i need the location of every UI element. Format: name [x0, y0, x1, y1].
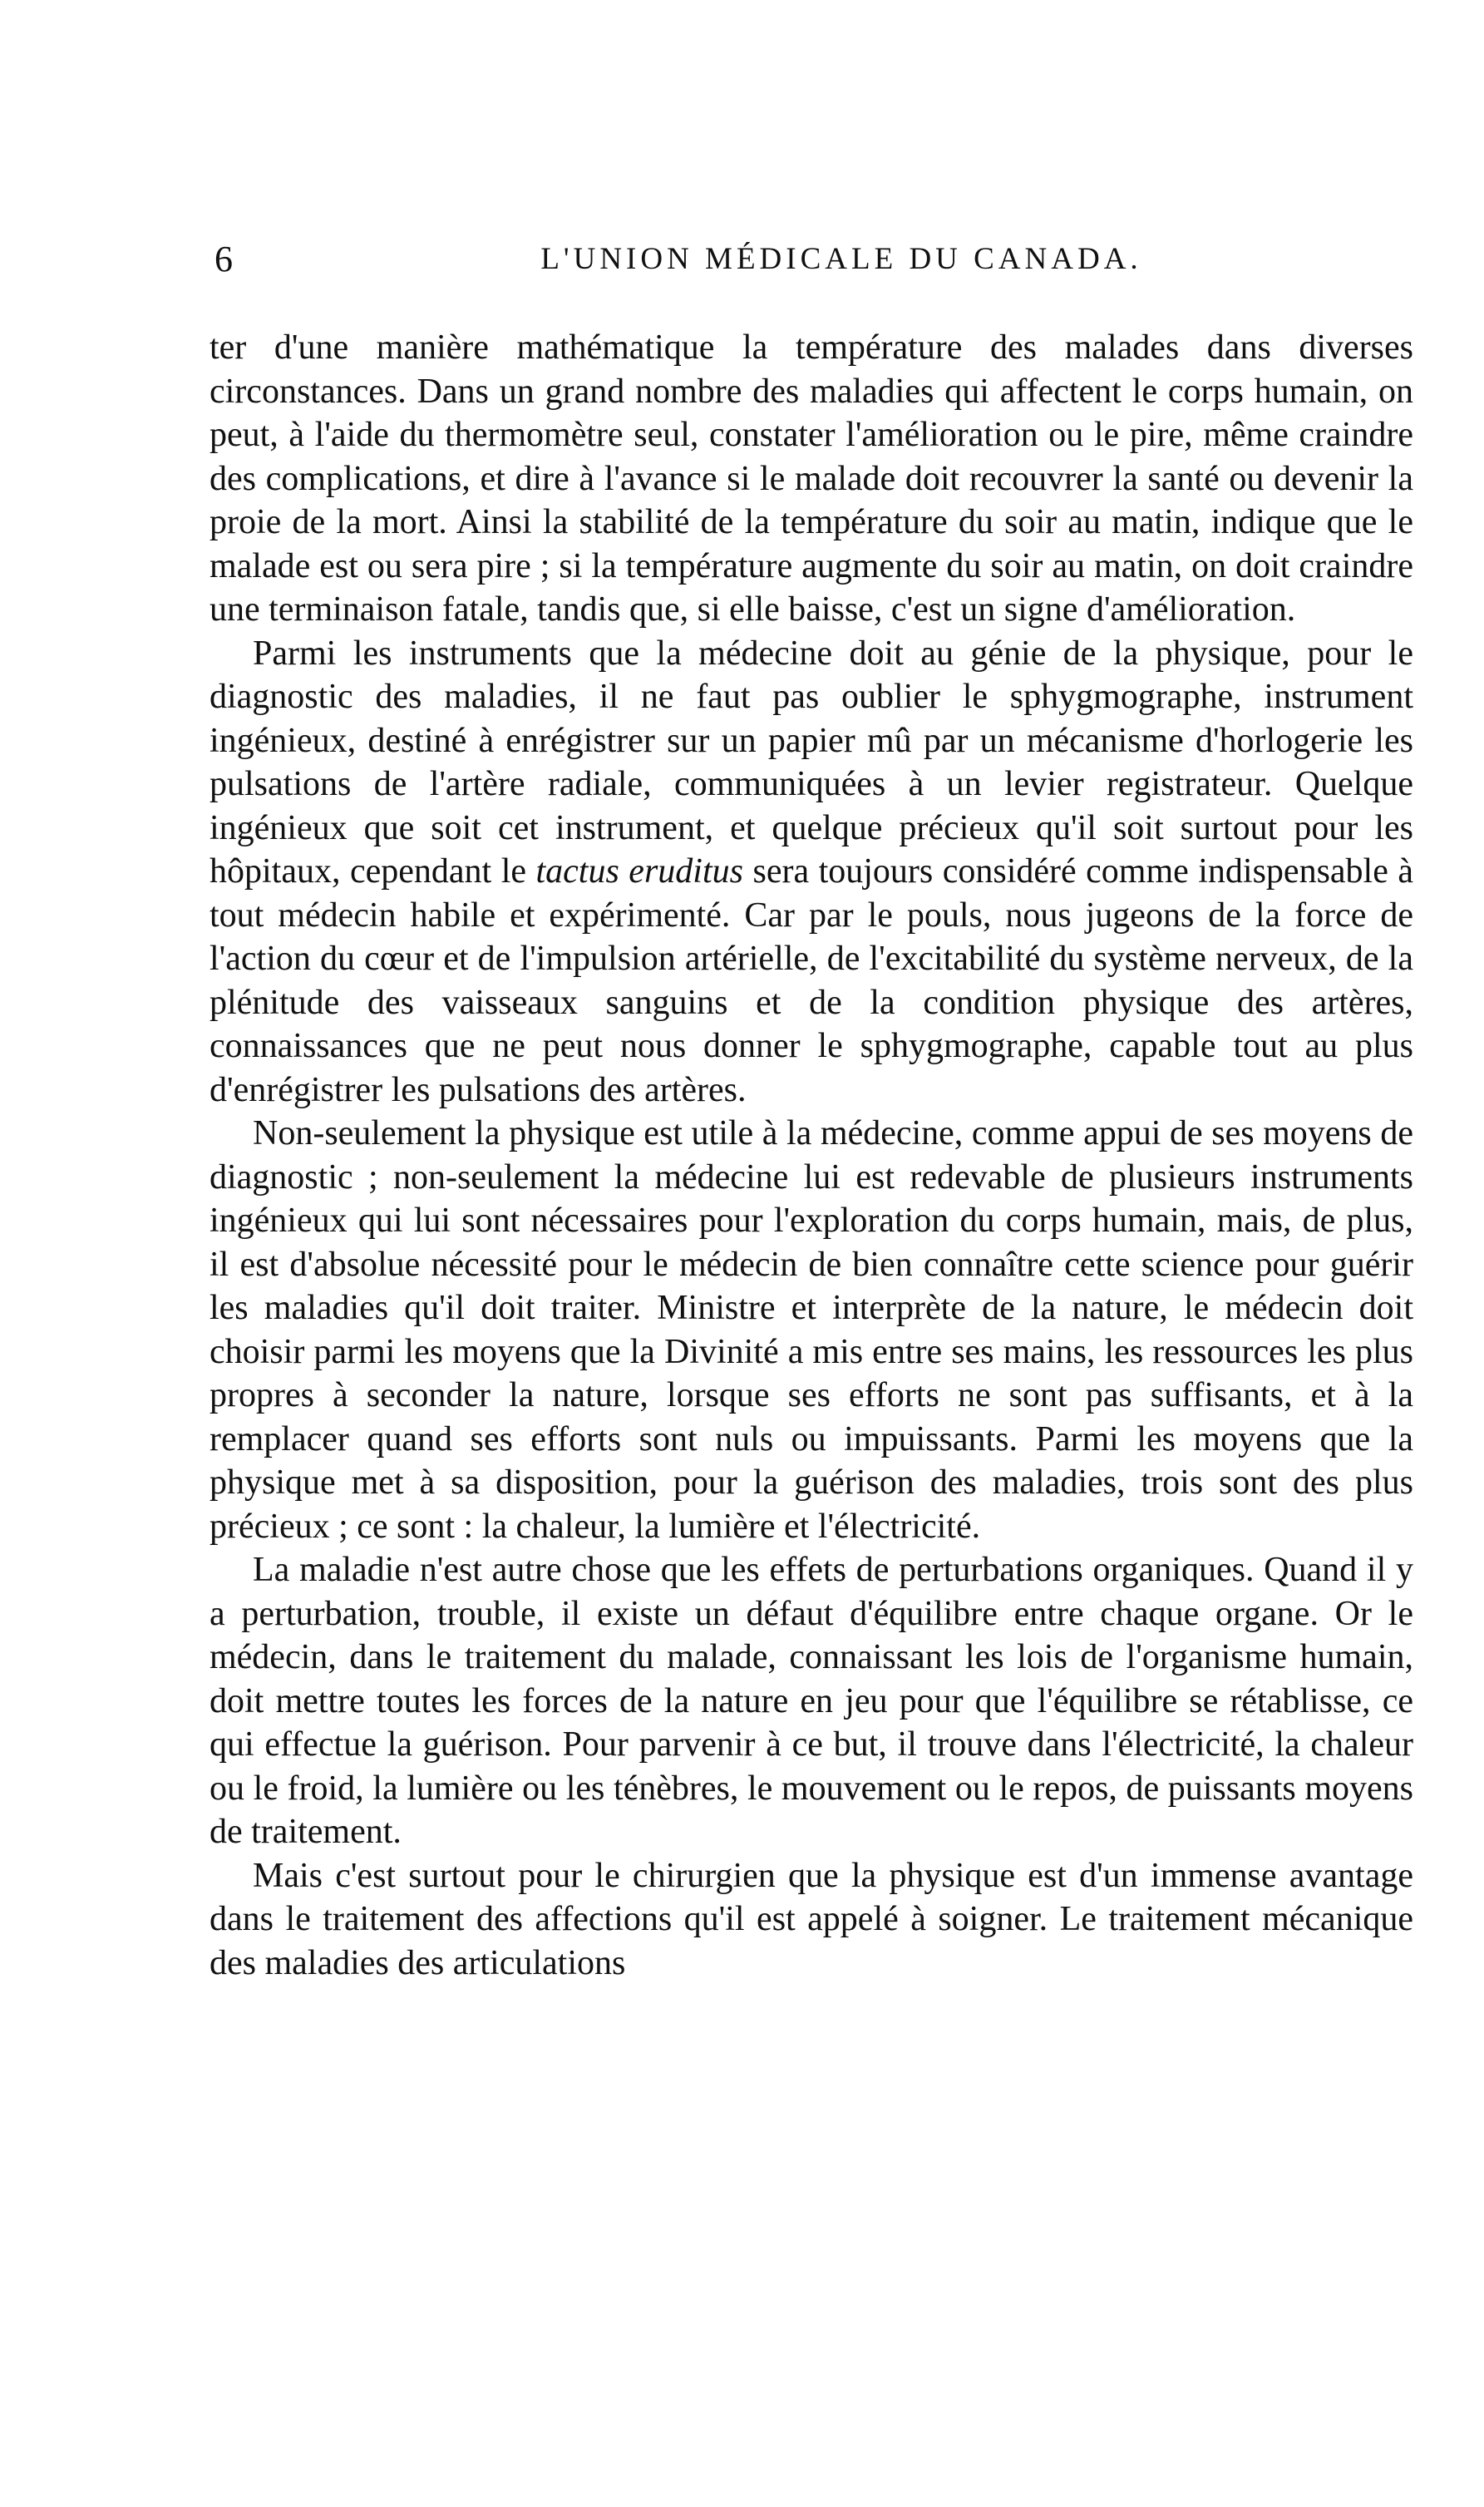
paragraph-2-part-2: sera toujours considéré comme indispensable à tout médecin habile et expérimenté. Car par le pouls, nous jugeons de la force de l'action du cœur et de l'impulsion artérielle, de l'excitabilité du système nerveux, de la plénitude des vaisseaux sanguins et de la condition physique des artères, connaissances que ne peut nous donner le sphygmographe, capable tout au plus d'enrégistrer les pulsations des artères. [210, 852, 1414, 1109]
body-text [210, 326, 1413, 1985]
paragraph-2 [210, 632, 1413, 1113]
paragraph-5: Mais c'est surtout pour le chirurgien que la physique est d'un immense avantage dans le traitement des affections qu'il est appelé à soigner. Le traitement mécanique des maladies des articulations [210, 1856, 1413, 1982]
paragraph-1: ter d'une manière mathématique la température des malades dans diverses circonstances. Dans un grand nombre des maladies qui affectent le corps humain, on peut, à l'aide du thermomètre seul, constater l'amélioration ou le pire, même craindre des complications, et dire à l'avance si le malade doit recouvrer la santé ou devenir la proie de la mort. Ainsi la stabilité de la température du soir au matin, indique que le malade est ou sera pire ; si la température augmente du soir au matin, on doit craindre une terminaison fatale, tandis que, si elle baisse, c'est un signe d'amélioration. [210, 328, 1413, 629]
paragraph-3: Non-seulement la physique est utile à la médecine, comme appui de ses moyens de diagnostic ; non-seulement la médecine lui est redevable de plusieurs instruments ingénieux qui lui sont nécessaires pour l'exploration du corps humain, mais, de plus, il est d'absolue nécessité pour le médecin de bien connaître cette science pour guérir les maladies qu'il doit traiter. Ministre et interprète de la nature, le médecin doit choisir parmi les moyens que la Divinité a mis entre ses mains, les ressources les plus propres à seconder la nature, lorsque ses efforts ne sont pas suffisants, et à la remplacer quand ses efforts sont nuls ou impuissants. Parmi les moyens que la physique met à sa disposition, pour la guérison des maladies, trois sont des plus précieux ; ce sont : la chaleur, la lumière et l'électricité. [210, 1114, 1413, 1546]
latin-phrase: tactus eruditus [535, 852, 743, 891]
journal-title: L'UNION MÉDICALE DU CANADA. [540, 242, 1142, 276]
paragraph-4: La maladie n'est autre chose que les effets de perturbations organiques. Quand il y a perturbation, trouble, il existe un défaut d'équilibre entre chaque organe. Or le médecin, dans le traitement du malade, connaissant les lois de l'organisme humain, doit mettre toutes les forces de la nature en jeu pour que l'équilibre se rétablisse, ce qui effectue la guérison. Pour parvenir à ce but, il trouve dans l'électricité, la chaleur ou le froid, la lumière ou les ténèbres, le mouvement ou le repos, de puissants moyens de traitement. [210, 1551, 1413, 1851]
running-head [214, 234, 1410, 284]
page-number: 6 [214, 239, 233, 279]
paragraph-2-part-1: Parmi les instruments que la médecine doit au génie de la physique, pour le diagnostic des maladies, il ne faut pas oublier le sphygmographe, instrument ingénieux, destiné à enrégistrer sur un papier mû par un mécanisme d'horlogerie les pulsations de l'artère radiale, communiquées à un levier registrateur. Quelque ingénieux que soit cet instrument, et quelque précieux qu'il soit surtout pour les hôpitaux, cependant le [210, 634, 1413, 891]
